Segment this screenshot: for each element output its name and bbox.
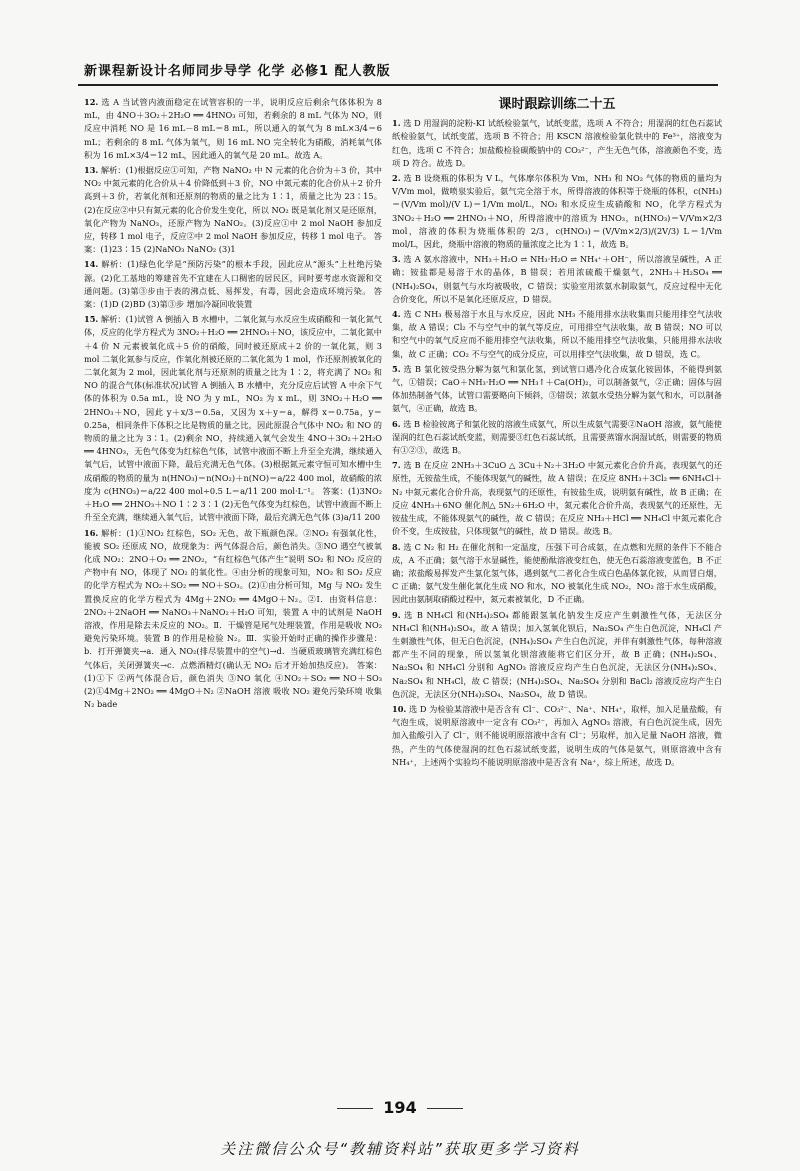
answer-item — [392, 253, 722, 306]
answer-text: 选 B NH₄Cl 和(NH₄)₂SO₄ 都能跟氢氧化钠发生反应产生刺激性气体，无法区分 NH₄Cl 和(NH₄)₂SO₄，故 A 错误；加入氢氧化钡后，Na₂SO₄ 产生白色沉淀，NH₄Cl 产生刺激性气体，但无白色沉淀，(NH₄)₂SO₄ 产生白色沉淀，并伴有刺激性气体，每种溶液都产生不同的现象，所以氢氧化钡溶液能将它们区分开，故 B 正确；(NH₄)₂SO₄、Na₂SO₄ 和 NH₄Cl 分别和 AgNO₃ 溶液反应均产生白色沉淀，无法区分(NH₄)₂SO₄、Na₂SO₄ 和 NH₄Cl，故 C 错误；(NH₄)₂SO₄、Na₂SO₄ 分别和 BaCl₂ 溶液反应均产生白色沉淀，无法区分(NH₄)₂SO₄、Na₂SO₄，故 D 错误。 — [392, 609, 722, 699]
answer-text: 选 D 为检验某溶液中是否含有 Cl⁻、CO₃²⁻、Na⁺、NH₄⁺，取样，加入足量盐酸，有气泡生成，说明原溶液中一定含有 CO₃²⁻，再加入 AgNO₃ 溶液，有白色沉淀生成，因先加入盐酸引入了 Cl⁻，则不能说明原溶液中含有 Cl⁻；另取样，加入足量 NaOH 溶液，微热，产生的气体使湿润的红色石蕊试纸变蓝，说明生成的气体是氨气，则原溶液中含有 NH₄⁺，上述两个实验均不能说明原溶液中是否含有 Na⁺，综上所述，故选 D。 — [392, 703, 722, 767]
answer-number: 12. — [84, 97, 99, 107]
answer-item — [392, 541, 722, 607]
left-column — [84, 96, 382, 1106]
answer-text: 选 B 设烧瓶的体积为 V L，气体摩尔体积为 Vm，NH₃ 和 NO₂ 气体的物质的量均为 V/Vm mol，做喷泉实验后，氨气完全溶于水，所得溶液的体积等于烧瓶的体积，c(NH₃)＝(V/Vm mol)/(V L)＝1/Vm mol/L，NO₂ 和水反应生成硝酸和 NO，化学方程式为 3NO₂＋H₂O ══ 2HNO₃＋NO，所得溶液中的溶质为 HNO₃，n(HNO₃)＝V/Vm×2/3 mol，溶液的体积为烧瓶体积的 2/3，c(HNO₃)＝(V/Vm×2/3)/(2V/3) L＝1/Vm mol/L，因此，烧瓶中溶液的物质的量浓度之比为 1∶1，故选 B。 — [392, 173, 722, 250]
answer-number: 6. — [392, 418, 401, 429]
answer-item — [84, 258, 382, 311]
answer-number: 7. — [392, 460, 401, 471]
answer-text: 选 A 氨水溶液中，NH₃＋H₂O ⇌ NH₃·H₂O ⇌ NH₄⁺＋OH⁻，所以溶液呈碱性，A 正确；铵盐都是易溶于水的晶体，B 错误；若用浓硫酸干燥氨气，2NH₃＋H₂SO₄ ══ (NH₄)₂SO₄，则氨气与水均被吸收，C 错误；实验室用浓氨水制取氨气，反应过程中无化合价变化，所以不是氧化还原反应，D 错误。 — [392, 254, 722, 304]
answer-number: 4. — [392, 309, 401, 320]
answer-item — [392, 418, 722, 458]
answer-item — [392, 172, 722, 251]
answer-text: 解析：(1)①NO₂ 红棕色，SO₂ 无色，故下瓶颜色深。②NO₂ 有强氧化性，能被 SO₂ 还原成 NO，故现象为：两气体混合后，颜色消失。③NO 遇空气被氧化成 NO₂：2NO＋O₂ ══ 2NO₂，“有红棕色气体产生”说明 SO₂ 和 NO₂ 反应的产物中有 NO，体现了 NO₂ 的氧化性。④由分析的现象可知，NO₂ 和 SO₂ 反应的化学方程式为 NO₂＋SO₂ ══ NO＋SO₃。(2)①由分析可知，Mg 与 NO₂ 发生置换反应的化学方程式为 4Mg＋2NO₂ ══ 4MgO＋N₂。②Ⅰ．由资料信息：2NO₂＋2NaOH ══ NaNO₃＋NaNO₂＋H₂O 可知，装置 A 中的试剂是 NaOH 溶液，作用是除去未反应的 NO₂。Ⅱ．干燥管是尾气处理装置，作用是吸收 NO₂ 避免污染环境。装置 B 的作用是检验 N₂。Ⅲ．实验开始时正确的操作步骤是：b．打开弹簧夹→a．通入 NO₂(排尽装置中的空气)→d．当硬质玻璃管充满红棕色气体后，关闭弹簧夹→c．点燃酒精灯(确认无 NO₂ 后才开始加热反应)。 答案：(1)①下 ②两气体混合后，颜色消失 ③NO 氧化 ④NO₂＋SO₂ ══ NO＋SO₃ (2)①4Mg＋2NO₂ ══ 4MgO＋N₂ ②NaOH 溶液 吸收 NO₂ 避免污染环境 收集 N₂ bade — [84, 527, 382, 710]
page-header: 新课程新设计名师同步导学 化学 必修1 配人教版 — [84, 64, 391, 79]
answer-text: 选 B 氯化铵受热分解为氨气和氯化氢，到试管口遇冷化合成氯化铵固体，不能得到氨气，①错误；CaO＋NH₃·H₂O ══ NH₃↑＋Ca(OH)₂，可以制备氨气，②正确；固体与固体加热制备气体，试管口需要略向下倾斜，③错误；浓氨水受热分解为氨气和水，可以制备氨气，④正确，故选 B。 — [392, 363, 722, 414]
page-number-dash — [337, 1108, 373, 1109]
answer-text: 选 D 用湿润的淀粉-KI 试纸检验氯气，试纸变蓝，选项 A 不符合；用湿润的红色石蕊试纸检验氨气，试纸变蓝，选项 B 不符合；用 KSCN 溶液检验氯化铁中的 Fe³⁺，溶液变为红色，选项 C 不符合；加盐酸检验碳酸钠中的 CO₃²⁻，产生无色气体，溶液颜色不变，选项 D 符合。故选 D。 — [392, 118, 722, 168]
answer-number: 5. — [392, 363, 401, 374]
section-title: 课时跟踪训练二十五 — [498, 97, 616, 112]
answer-text: 解析：(1)试管 A 倒插入 B 水槽中，二氧化氮与水反应生成硝酸和一氧化氮气体，反应的化学方程式为 3NO₂＋H₂O ══ 2HNO₃＋NO，该反应中，二氧化氮中＋4 价 N 元素被氧化成＋5 价的硝酸，同时被还原成＋2 价的一氧化氮，则 3 mol 二氧化氮参与反应，作氧化剂被还原的二氧化氮为 1 mol，作还原剂被氧化的二氧化氮为 2 mol，因此氧化剂与还原剂的质量之比为 1∶2，将充满了 NO₂ 和 NO 的混合气体(标准状况)试管 A 倒插入 B 水槽中，充分反应后试管 A 中余下气体的体积为 0.5a mL，设 NO 为 y mL，NO₂ 为 x mL，则 3NO₂＋H₂O ══ 2HNO₃＋NO，因此 y＋x/3＝0.5a，又因为 x＋y＝a，解得 x＝0.75a，y＝0.25a，相同条件下体积之比是物质的量之比，因此原混合气体中 NO₂ 和 NO 的物质的量之比为 3∶1。(2)剩余 NO，持续通入氧气会发生 4NO＋3O₂＋2H₂O ══ 4HNO₃，无色气体变为红棕色气体，试管中液面不断上升至全充满，继续通入氧气后，试管中液面下降，最后充满无色气体。(3)根据氮元素守恒可知水槽中生成硝酸的物质的量为 n(HNO₃)＝n(NO₂)＋n(NO)＝a/22 400 mol，故硝酸的浓度为 c(HNO₃)＝a/22 400 mol÷0.5 L＝a/11 200 mol·L⁻¹。 答案：(1)3NO₂＋H₂O ══ 2HNO₃＋NO 1∶2 3∶1 (2)无色气体变为红棕色，试管中液面不断上升至全充满，继续通入氧气后，试管中液面下降，最后充满无色气体 (3)a/11 200 — [84, 314, 382, 523]
answer-number: 10. — [392, 703, 407, 714]
answer-text: 选 B 检验铵离子和氯化铵的溶液生成氨气，所以生成氨气需要②NaOH 溶液，氨气能使湿润的红色石蕊试纸变蓝，则需要③红色石蕊试纸，且需要蒸馏水润湿试纸，则需要的物质有①②③，故选 B。 — [392, 418, 722, 456]
answer-item — [84, 96, 382, 162]
answer-number: 9. — [392, 609, 401, 620]
footer-note: 关注微信公众号“教辅资料站”获取更多学习资料 — [220, 1140, 580, 1158]
answer-item — [392, 117, 722, 170]
answer-item — [84, 527, 382, 712]
answer-text: 选 C N₂ 和 H₂ 在催化剂和一定温度，压强下可合成氨，在点燃和光照的条件下不能合成，A 不正确；氨气溶于水显碱性，能使酚酞溶液变红色，使无色石蕊溶液变蓝色，B 不正确；浓盐酸易挥发产生氯化氢气体，遇到氨气二者化合生成白色晶体氯化铵，从而冒白烟，C 正确；氨气发生催化氧化生成 NO 和水，NO 被氧化生成 NO₂，NO₂ 溶于水生成硝酸，因此由氨制取硝酸过程中，氮元素被氧化，D 不正确。 — [392, 541, 722, 605]
answer-item — [392, 459, 722, 538]
answer-item — [392, 609, 722, 701]
answer-number: 16. — [84, 527, 99, 538]
answer-number: 8. — [392, 541, 401, 552]
answer-number: 15. — [84, 314, 99, 325]
answer-list — [392, 117, 722, 769]
page-number — [0, 1098, 800, 1117]
answer-item — [392, 703, 722, 769]
answer-item — [84, 313, 382, 524]
right-column — [392, 96, 722, 1106]
answer-number: 3. — [392, 254, 401, 265]
answer-text: 选 A 当试管内液面稳定在试管容积的一半，说明反应后剩余气体体积为 8 mL，由 4NO＋3O₂＋2H₂O ══ 4HNO₃ 可知，若剩余的 8 mL 气体为 NO，则反应中消耗 NO 是 16 mL－8 mL＝8 mL，所以通入的氧气为 8 mL×3/4＝6 mL；若剩余的 8 mL 气体为氧气，则 16 mL NO 完全转化为硝酸，消耗氧气体积为 16 mL×3/4＝12 mL，因此通入的氧气是 20 mL。故选 A。 — [84, 97, 382, 160]
answer-number: 14. — [84, 259, 99, 270]
answer-text: 选 B 在反应 2NH₃＋3CuO △ 3Cu＋N₂＋3H₂O 中氮元素化合价升高，表现氨气的还原性，无铵盐生成，不能体现氨气的碱性，故 A 错误；在反应 8NH₃＋3Cl₂ ══ 6NH₄Cl＋N₂ 中氮元素化合价升高，表现氨气的还原性，有铵盐生成，说明氨有碱性，故 B 正确；在反应 4NH₃＋6NO 催化剂△ 5N₂＋6H₂O 中，氮元素化合价升高，表现氨气的还原性，无铵盐生成，不能体现氨气的碱性，故 C 错误；在反应 NH₃＋HCl ══ NH₄Cl 中氮元素化合价不变，生成铵盐，只体现氨气的碱性，故 D 错误。故选 B。 — [392, 460, 722, 537]
answer-text: 解析：(1)绿色化学是“预防污染”的根本手段，因此应从“源头”上杜绝污染源。(2)化工基地的筹建首先不宜建在人口稠密的居民区，同时要考虑水资源和交通问题。(3)第③步由于表的沸点低、易挥发，有毒，因此会造成环境污染。 答案：(1)D (2)BD (3)第③步 增加冷凝回收装置 — [84, 259, 382, 310]
page-number-dash — [427, 1108, 463, 1109]
answer-item — [392, 363, 722, 416]
answer-text: 解析：(1)根据反应①可知，产物 NaNO₂ 中 N 元素的化合价为＋3 价，其中 NO₂ 中氮元素的化合价从＋4 价降低到＋3 价，NO 中氮元素的化合价从＋2 价升高到＋3 价，若氧化剂和还原剂的物质的量之比为 1∶1，质量之比为 23∶15。(2)在反应②中只有氮元素的化合价发生变化，所以 NO₂ 既是氧化剂又是还原剂，氧化产物为 NaNO₃，还原产物为 NaNO₂。(3)反应①中 2 mol NaOH 参加反应，转移 1 mol 电子，反应②中 2 mol NaOH 参加反应，转移 1 mol 电子。 答案：(1)23∶15 (2)NaNO₃ NaNO₂ (3)1 — [84, 165, 382, 255]
page-number-value: 194 — [383, 1098, 417, 1117]
answer-text: 选 C NH₃ 极易溶于水且与水反应，因此 NH₃ 不能用排水法收集而只能用排空气法收集，故 A 错误；Cl₂ 不与空气中的氧气等反应，可用排空气法收集，故 B 错误；NO 可以和空气中的氧气反应而不能用排空气法收集，所以不能用排空气法收集，只能用排水法收集，故 C 正确；CO₂ 不与空气的成分反应，可以用排空气法收集，故 D 错误，选 C。 — [392, 309, 722, 359]
header-rule — [78, 84, 718, 86]
answer-number: 2. — [392, 173, 401, 184]
answer-number: 13. — [84, 165, 99, 176]
answer-item — [84, 164, 382, 256]
answer-item — [392, 308, 722, 361]
answer-number: 1. — [392, 118, 401, 129]
